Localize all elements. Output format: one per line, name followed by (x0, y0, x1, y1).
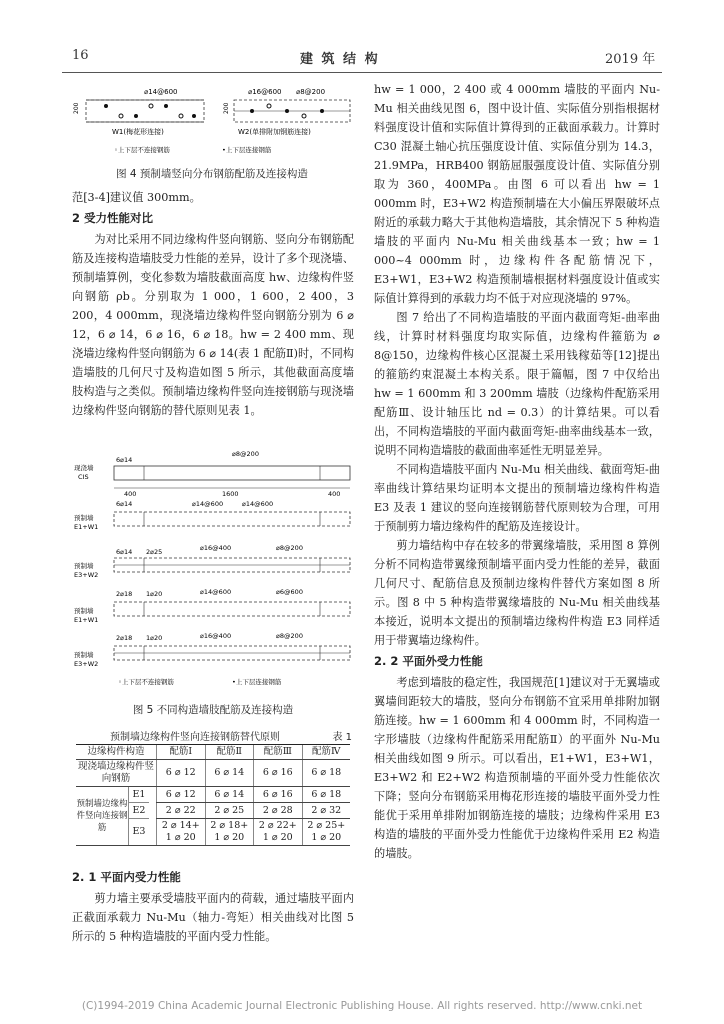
fig5-r1-dim-400a: 400 (124, 490, 137, 498)
table1-cell: 6 ⌀ 16 (254, 787, 303, 803)
fig5-row-1-sub: CIS (78, 473, 89, 481)
fig5-row-5-label: 预制墙 (74, 651, 94, 659)
fig4-w1-bar-a: ⌀14@600 (144, 88, 178, 96)
table1-cell: 6 ⌀ 18 (302, 787, 350, 803)
fig5-r1-bar-left: 6⌀14 (116, 456, 133, 464)
fig5-r2-bar-a: 6⌀14 (116, 500, 133, 508)
fan-line: 范[3-4]建议值 300mm。 (72, 191, 201, 204)
fig5-r1-dim-400b: 400 (328, 490, 341, 498)
fig5-legend-lower: ◦上下层不连接钢筋 (118, 678, 174, 686)
fig5-r4-bar-c: ⌀14@600 (200, 588, 232, 596)
table1-cell: 6 ⌀ 14 (205, 787, 254, 803)
header-rule (62, 72, 662, 73)
table1-cell: 6 ⌀ 12 (157, 760, 206, 787)
table1-cell: 2 ⌀ 25 (205, 803, 254, 819)
figure4-drawing (72, 84, 352, 156)
fig4-w2-bar-b: ⌀8@200 (296, 88, 326, 96)
left-column-top (72, 188, 354, 420)
fig4-legend-upper: •上下层连接钢筋 (222, 146, 272, 154)
fig5-r5-bar-c: ⌀16@400 (200, 632, 232, 640)
table1-group-label: 预制墙边缘构件竖向连接钢筋 (76, 799, 128, 833)
table1-cell: 2 ⌀ 22 (157, 803, 206, 819)
table1-cell: 2 ⌀ 22+ 1 ⌀ 20 (254, 819, 303, 846)
page-number: 16 (72, 48, 89, 63)
table1-header: 配筋Ⅰ (157, 745, 206, 760)
right-para-5: 考虑到墙肢的稳定性，我国规范[1]建议对于无翼墙或翼墙间距较大的墙肢，竖向分布钢筋不宜采用单排附加钢筋连接。hw = 1 600mm 和 4 000mm 时，不同构造一字形墙肢（边缘构件配筋采用配筋Ⅱ）的平面外 Nu-Mu 相关曲线如图 9 所示。可以看出，E1+W1，E3+W1，E3+W2 和 E2+W2 构造预制墙的平面外受力性能依次下降；竖向分布钢筋采用梅花形连接的墙肢平面外受力性能优于采用单排附加钢筋连接的墙肢；边缘构件采用 E3 构造的墙肢的平面外受力性能优于边缘构件采用 E2 构造的墙肢。 (374, 676, 660, 860)
table1-header: 配筋Ⅱ (205, 745, 254, 760)
fig5-r3-bar-c: ⌀16@400 (200, 544, 232, 552)
table1-title-row (72, 728, 352, 743)
table1-row-id: E1 (129, 787, 149, 803)
section-2-heading: 2 受力性能对比 (72, 211, 154, 225)
fig5-r5-bar-d: ⌀8@200 (276, 632, 303, 640)
right-para-3: 不同构造墙肢平面内 Nu-Mu 相关曲线、截面弯矩-曲率曲线计算结果均证明本文提出的预制墙边缘构件构造 E3 及表 1 建议的竖向连接钢筋替代原则较为合理，可用于预制剪力墙边缘构件的配筋及连接设计。 (374, 463, 660, 533)
table1-header: 边缘构件构造 (76, 745, 157, 760)
table1-cell: 6 ⌀ 14 (205, 760, 254, 787)
section-2-2-heading: 2. 2 平面外受力性能 (374, 654, 483, 668)
fig5-row-4-sub: E1+W1 (74, 616, 99, 624)
table1 (76, 744, 350, 846)
fig5-row-2-label: 预制墙 (74, 514, 94, 522)
fig4-w2-label: W2(单排附加钢筋连接) (238, 128, 311, 136)
fig4-legend-lower: ◦上下层不连接钢筋 (114, 146, 170, 154)
fig5-row-1-label: 现浇墙 (74, 464, 94, 472)
fig5-r4-bar-d: ⌀6@600 (276, 588, 303, 596)
table1-cell: 2 ⌀ 32 (302, 803, 350, 819)
fig5-r3-bar-a: 6⌀14 (116, 548, 133, 556)
fig5-r1-dim-1600: 1600 (222, 490, 239, 498)
fig4-w2-bar-a: ⌀16@600 (248, 88, 282, 96)
fig5-r5-bar-b: 1⌀20 (146, 634, 163, 642)
copyright-footer: (C)1994-2019 China Academic Journal Electronic Publishing House. All rights reserved. http://www.cnki.net (81, 1000, 643, 1012)
table1-cell: 2 ⌀ 28 (254, 803, 303, 819)
table1-cell: 6 ⌀ 12 (157, 787, 206, 803)
table1-cast-label: 现浇墙边缘构件竖向钢筋 (76, 760, 157, 787)
figure5-drawing (72, 450, 354, 692)
fig5-r2-bar-b: ⌀14@600 (192, 500, 224, 508)
table1-cell: 2 ⌀ 25+ 1 ⌀ 20 (302, 819, 350, 846)
right-column (374, 80, 660, 863)
fig5-row-4-label: 预制墙 (74, 607, 94, 615)
fig5-r4-bar-a: 2⌀18 (116, 590, 133, 598)
fig4-dim-200-b: 200 (223, 102, 230, 114)
fig5-r5-bar-a: 2⌀18 (116, 634, 133, 642)
fig4-dim-200-a: 200 (73, 102, 80, 114)
figure5-caption: 图 5 不同构造墙肢配筋及连接构造 (132, 704, 294, 716)
fig5-r1-bar-top: ⌀8@200 (232, 450, 259, 458)
journal-title: 建 筑 结 构 (300, 52, 380, 67)
right-para-1: hw = 1 000，2 400 或 4 000mm 墙肢的平面内 Nu-Mu 相关曲线见图 6，图中设计值、实际值分别指根据材料强度设计值和实际值计算得到的正截面承载力。计算时 C30 混凝土轴心抗压强度设计值、实际值分别为 14.3，21.9MPa，HRB400 钢筋屈服强度设计值、实际值分别取为 360，400MPa。由图 6 可以看出 hw = 1 000mm 时，E3+W2 构造预制墙在大小偏压界限破坏点附近的承载力略大于其他构造墙肢，其余情况下 5 种构造墙肢的平面内 Nu-Mu 相关曲线基本一致；hw = 1 000~4 000mm 时，边缘构件各配筋情况下，E3+W1，E3+W2 构造预制墙根据材料强度设计值或实际值计算得到的承载力均不低于对应现浇墙的 97%。 (374, 83, 660, 305)
right-para-4: 剪力墙结构中存在较多的带翼缘墙肢，采用图 8 算例分析不同构造带翼缘预制墙平面内受力性能的差异，截面几何尺寸、配筋信息及预制边缘构件替代方案如图 8 所示。图 8 中 5 种构造带翼缘墙肢的 Nu-Mu 相关曲线基本接近，说明本文提出的预制墙边缘构件构造 E3 同样适用于带翼墙边缘构件。 (374, 539, 660, 647)
section-2-1-heading: 2. 1 平面内受力性能 (72, 870, 181, 884)
table1-cell: 2 ⌀ 14+ 1 ⌀ 20 (157, 819, 206, 846)
journal-year: 2019 年 (605, 52, 656, 67)
left-para-1: 为对比采用不同边缘构件竖向钢筋、竖向分布钢筋配筋及连接构造墙肢受力性能的差异，设计了多个现浇墙、预制墙算例，变化参数为墙肢截面高度 hw、边缘构件竖向钢筋 ρb。分别取为 1 000，1 600，2 400，3 200，4 000mm，现浇墙边缘构件竖向钢筋分别为 6 ⌀ 12，6 ⌀ 14，6 ⌀ 16，6 ⌀ 18。hw = 2 400 mm、现浇墙边缘构件竖向钢筋为 6 ⌀ 14(表 1 配筋Ⅱ)时，不同构造墙肢的几何尺寸及构造如图 5 所示，其他截面高度墙肢构造与之类似。预制墙边缘构件竖向连接钢筋与现浇墙边缘构件竖向钢筋的替代原则见表 1。 (72, 233, 354, 417)
table1-cell: 6 ⌀ 16 (254, 760, 303, 787)
left-para-2: 剪力墙主要承受墙肢平面内的荷载，通过墙肢平面内正截面承载力 Nu-Mu（轴力-弯矩）相关曲线对比图 5 所示的 5 种构造墙肢的平面内受力性能。 (72, 892, 354, 943)
table1-cell: 2 ⌀ 18+ 1 ⌀ 20 (205, 819, 254, 846)
fig5-r3-bar-b: 2⌀25 (146, 548, 163, 556)
table1-header: 配筋Ⅳ (302, 745, 350, 760)
fig5-legend-upper: •上下层连接钢筋 (232, 678, 282, 686)
table1-number: 表 1 (332, 732, 352, 743)
table1-header: 配筋Ⅲ (254, 745, 303, 760)
left-column-bottom (72, 866, 354, 946)
fig4-w1-label: W1(梅花形连接) (112, 128, 164, 136)
fig5-r4-bar-b: 1⌀20 (146, 590, 163, 598)
table1-title: 预制墙边缘构件竖向连接钢筋替代原则 (110, 732, 280, 743)
fig5-row-3-label: 预制墙 (74, 562, 94, 570)
table1-cell: 6 ⌀ 18 (302, 760, 350, 787)
table1-row-id: E3 (132, 826, 146, 837)
fig5-row-5-sub: E3+W2 (74, 660, 99, 668)
fig5-r2-bar-c: ⌀14@600 (242, 500, 274, 508)
fig5-row-3-sub: E3+W2 (74, 571, 99, 579)
figure4-caption: 图 4 预制墙竖向分布钢筋配筋及连接构造 (116, 168, 308, 180)
table1-row-id: E2 (129, 803, 149, 819)
right-para-2: 图 7 给出了不同构造墙肢的平面内截面弯矩-曲率曲线，计算时材料强度均取实际值，边缘构件箍筋为 ⌀ 8@150，边缘构件核心区混凝土采用钱稼茹等[12]提出的箍筋约束混凝土本构关系。限于篇幅，图 7 中仅给出 hw = 1 600mm 和 3 200mm 墙肢（边缘构件配筋采用配筋Ⅲ、设计轴压比 nd = 0.3）的计算结果。可以看出，不同构造墙肢的平面内截面弯矩-曲率曲线基本一致，说明不同构造墙肢的截面曲率延性无明显差异。 (374, 311, 660, 457)
fig5-r3-bar-d: ⌀8@200 (276, 544, 303, 552)
fig5-row-2-sub: E1+W1 (74, 523, 99, 531)
